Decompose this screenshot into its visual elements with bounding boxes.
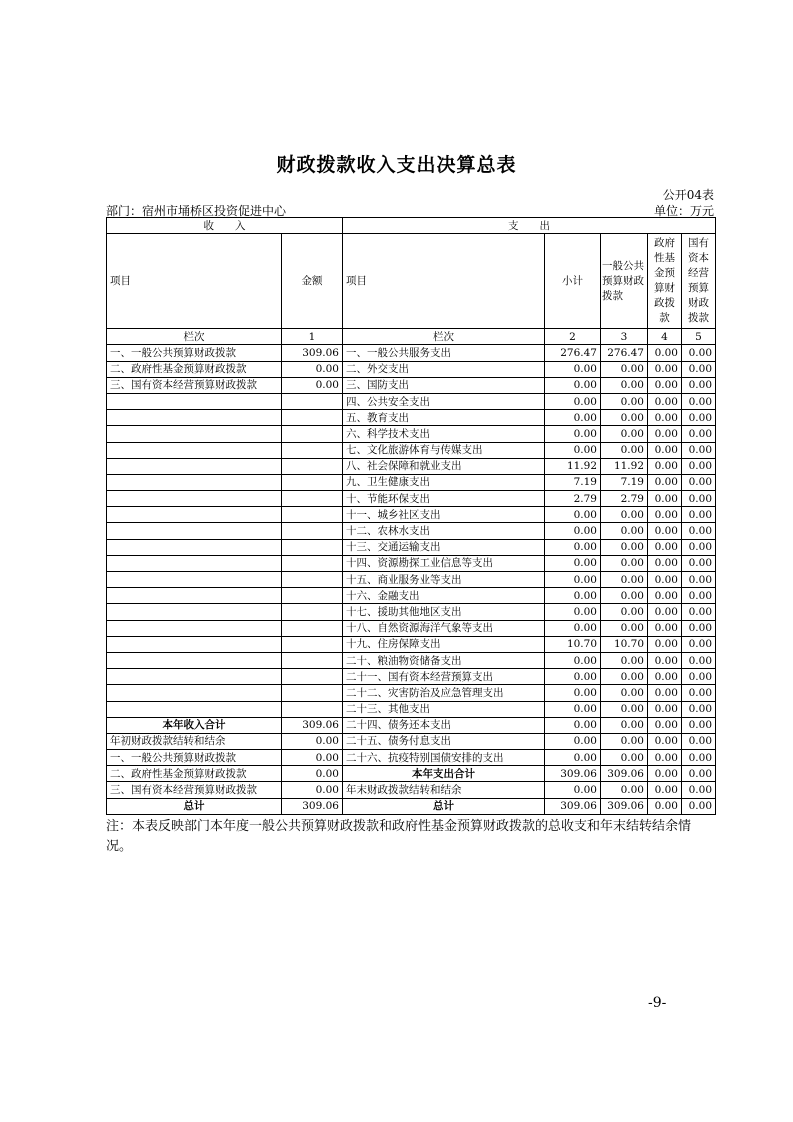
fund-budget-value: 0.00 [648,652,682,668]
income-item [107,685,282,701]
subtotal-value: 7.19 [545,474,601,490]
fund-budget-value: 0.00 [648,733,682,749]
subtotal-value: 309.06 [545,798,601,814]
income-item: 总计 [107,798,282,814]
income-item: 一、一般公共预算财政拨款 [107,750,282,766]
income-item-header: 项目 [107,234,282,329]
income-amount [282,393,343,409]
table-row [107,442,716,458]
general-budget-value: 0.00 [601,410,648,426]
state-capital-value: 0.00 [682,410,716,426]
table-row [107,539,716,555]
state-capital-header: 国有资本经营预算财政拨款 [682,234,716,329]
income-item: 本年收入合计 [107,717,282,733]
expense-item: 十五、商业服务业等支出 [343,572,545,588]
general-budget-value: 0.00 [601,555,648,571]
general-budget-header: 一般公共预算财政拨款 [601,234,648,329]
fund-budget-value: 0.00 [648,798,682,814]
fund-budget-value: 0.00 [648,474,682,490]
state-capital-value: 0.00 [682,733,716,749]
general-budget-value: 0.00 [601,717,648,733]
general-budget-value: 276.47 [601,345,648,361]
income-amount [282,572,343,588]
income-amount: 0.00 [282,766,343,782]
subtotal-value: 0.00 [545,523,601,539]
expense-item: 二十五、债务付息支出 [343,733,545,749]
subtotal-value: 11.92 [545,458,601,474]
state-capital-value: 0.00 [682,717,716,733]
income-item [107,588,282,604]
state-capital-value: 0.00 [682,458,716,474]
general-budget-value: 0.00 [601,782,648,798]
table-row [107,491,716,507]
expense-item: 十六、金融支出 [343,588,545,604]
column-index-1: 1 [282,329,343,345]
subtotal-value: 2.79 [545,491,601,507]
fund-budget-value: 0.00 [648,701,682,717]
subtotal-value: 0.00 [545,410,601,426]
subtotal-value: 0.00 [545,426,601,442]
general-budget-value: 0.00 [601,685,648,701]
expense-item: 八、社会保障和就业支出 [343,458,545,474]
general-budget-value: 0.00 [601,426,648,442]
income-item [107,410,282,426]
general-budget-value: 0.00 [601,523,648,539]
table-row [107,410,716,426]
expense-item: 二十四、债务还本支出 [343,717,545,733]
income-item: 三、国有资本经营预算财政拨款 [107,782,282,798]
expense-item: 二十六、抗疫特别国债安排的支出 [343,750,545,766]
fund-budget-value: 0.00 [648,669,682,685]
general-budget-value: 0.00 [601,733,648,749]
fund-budget-value: 0.00 [648,523,682,539]
table-row [107,636,716,652]
income-item: 二、政府性基金预算财政拨款 [107,766,282,782]
expense-item: 二十二、灾害防治及应急管理支出 [343,685,545,701]
subtotal-value: 0.00 [545,377,601,393]
state-capital-value: 0.00 [682,491,716,507]
state-capital-value: 0.00 [682,782,716,798]
income-amount [282,555,343,571]
subtotal-value: 0.00 [545,361,601,377]
column-index-label: 栏次 [107,329,282,345]
expense-item: 二十、粮油物资储备支出 [343,652,545,668]
fund-budget-value: 0.00 [648,766,682,782]
income-amount [282,410,343,426]
income-item [107,442,282,458]
general-budget-value: 0.00 [601,361,648,377]
income-item [107,426,282,442]
expense-item: 十一、城乡社区支出 [343,507,545,523]
final-accounts-table [106,217,716,815]
subtotal-value: 309.06 [545,766,601,782]
income-amount-header: 金额 [282,234,343,329]
table-row [107,555,716,571]
expense-item: 十七、援助其他地区支出 [343,604,545,620]
table-row [107,523,716,539]
income-amount [282,474,343,490]
column-index-2: 2 [545,329,601,345]
income-amount: 0.00 [282,782,343,798]
subtotal-value: 0.00 [545,685,601,701]
income-amount [282,620,343,636]
table-row [107,733,716,749]
general-budget-value: 0.00 [601,588,648,604]
income-item: 三、国有资本经营预算财政拨款 [107,377,282,393]
state-capital-value: 0.00 [682,588,716,604]
income-item [107,539,282,555]
expense-item: 十、节能环保支出 [343,491,545,507]
column-index-3: 3 [601,329,648,345]
table-row [107,426,716,442]
income-header: 收 入 [107,218,343,234]
fund-budget-value: 0.00 [648,685,682,701]
income-item [107,669,282,685]
fund-budget-value: 0.00 [648,361,682,377]
income-item [107,572,282,588]
general-budget-value: 0.00 [601,701,648,717]
expense-item: 本年支出合计 [343,766,545,782]
state-capital-value: 0.00 [682,393,716,409]
table-row [107,345,716,361]
fund-budget-value: 0.00 [648,604,682,620]
income-amount [282,491,343,507]
state-capital-value: 0.00 [682,766,716,782]
income-item [107,701,282,717]
table-row [107,669,716,685]
state-capital-value: 0.00 [682,669,716,685]
general-budget-value: 309.06 [601,766,648,782]
income-amount [282,652,343,668]
state-capital-value: 0.00 [682,474,716,490]
general-budget-value: 0.00 [601,442,648,458]
general-budget-value: 2.79 [601,491,648,507]
income-amount [282,701,343,717]
expense-item: 十九、住房保障支出 [343,636,545,652]
general-budget-value: 11.92 [601,458,648,474]
fund-budget-value: 0.00 [648,458,682,474]
table-code: 公开04表 [662,188,714,202]
table-row [107,393,716,409]
expense-item: 十三、交通运输支出 [343,539,545,555]
table-row [107,750,716,766]
state-capital-value: 0.00 [682,750,716,766]
general-budget-value: 0.00 [601,507,648,523]
state-capital-value: 0.00 [682,572,716,588]
fund-budget-value: 0.00 [648,410,682,426]
column-index-4: 4 [648,329,682,345]
unit-label: 单位：万元 [653,204,714,218]
table-row [107,798,716,814]
fund-budget-value: 0.00 [648,555,682,571]
general-budget-value: 10.70 [601,636,648,652]
general-budget-value: 0.00 [601,620,648,636]
state-capital-value: 0.00 [682,507,716,523]
fund-budget-value: 0.00 [648,782,682,798]
fund-budget-value: 0.00 [648,620,682,636]
income-item [107,604,282,620]
income-item [107,652,282,668]
fund-budget-value: 0.00 [648,750,682,766]
subtotal-value: 0.00 [545,539,601,555]
subtotal-value: 0.00 [545,701,601,717]
fund-budget-value: 0.00 [648,572,682,588]
column-index-5: 5 [682,329,716,345]
fund-budget-value: 0.00 [648,491,682,507]
subtotal-value: 0.00 [545,572,601,588]
income-item: 年初财政拨款结转和结余 [107,733,282,749]
expense-header: 支 出 [343,218,716,234]
income-amount [282,669,343,685]
expense-item: 三、国防支出 [343,377,545,393]
fund-budget-value: 0.00 [648,442,682,458]
expense-item: 六、科学技术支出 [343,426,545,442]
income-item [107,507,282,523]
fund-budget-value: 0.00 [648,507,682,523]
table-row [107,507,716,523]
general-budget-value: 0.00 [601,652,648,668]
income-amount [282,507,343,523]
state-capital-value: 0.00 [682,345,716,361]
state-capital-value: 0.00 [682,539,716,555]
expense-item: 总计 [343,798,545,814]
income-item [107,474,282,490]
table-row [107,604,716,620]
state-capital-value: 0.00 [682,555,716,571]
fund-budget-value: 0.00 [648,717,682,733]
table-row [107,620,716,636]
table-row [107,766,716,782]
general-budget-value: 0.00 [601,539,648,555]
subtotal-header: 小计 [545,234,601,329]
table-row [107,474,716,490]
state-capital-value: 0.00 [682,636,716,652]
table-row [107,717,716,733]
expense-item: 一、一般公共服务支出 [343,345,545,361]
subtotal-value: 0.00 [545,782,601,798]
expense-item: 十八、自然资源海洋气象等支出 [343,620,545,636]
expense-item: 年末财政拨款结转和结余 [343,782,545,798]
fund-budget-value: 0.00 [648,393,682,409]
subtotal-value: 0.00 [545,669,601,685]
income-item: 一、一般公共预算财政拨款 [107,345,282,361]
subtotal-value: 0.00 [545,393,601,409]
page-title: 财政拨款收入支出决算总表 [276,154,517,176]
income-amount: 309.06 [282,798,343,814]
fund-budget-value: 0.00 [648,345,682,361]
income-amount: 0.00 [282,377,343,393]
state-capital-value: 0.00 [682,685,716,701]
expense-item: 七、文化旅游体育与传媒支出 [343,442,545,458]
general-budget-value: 0.00 [601,604,648,620]
expense-item: 二十一、国有资本经营预算支出 [343,669,545,685]
income-amount: 0.00 [282,750,343,766]
income-item: 二、政府性基金预算财政拨款 [107,361,282,377]
fund-budget-value: 0.00 [648,426,682,442]
income-amount: 309.06 [282,345,343,361]
table-row [107,458,716,474]
fund-budget-value: 0.00 [648,636,682,652]
state-capital-value: 0.00 [682,426,716,442]
expense-item: 十二、农林水支出 [343,523,545,539]
general-budget-value: 0.00 [601,669,648,685]
general-budget-value: 0.00 [601,393,648,409]
state-capital-value: 0.00 [682,377,716,393]
subtotal-value: 0.00 [545,604,601,620]
income-item [107,555,282,571]
fund-budget-value: 0.00 [648,377,682,393]
income-item [107,458,282,474]
table-row [107,782,716,798]
page-number: -9- [648,995,667,1011]
general-budget-value: 0.00 [601,750,648,766]
table-row [107,652,716,668]
income-amount [282,604,343,620]
subtotal-value: 0.00 [545,652,601,668]
table-note: 注：本表反映部门本年度一般公共预算财政拨款和政府性基金预算财政拨款的总收支和年末结转结余情况。 [106,819,692,854]
income-amount [282,685,343,701]
column-index-label-2: 栏次 [343,329,545,345]
subtotal-value: 10.70 [545,636,601,652]
expense-item: 五、教育支出 [343,410,545,426]
income-item [107,393,282,409]
income-amount [282,539,343,555]
department-label: 部门：宿州市埇桥区投资促进中心 [106,204,287,218]
income-item [107,523,282,539]
subtotal-value: 0.00 [545,507,601,523]
state-capital-value: 0.00 [682,523,716,539]
fund-budget-value: 0.00 [648,588,682,604]
general-budget-value: 0.00 [601,572,648,588]
subtotal-value: 0.00 [545,442,601,458]
general-budget-value: 0.00 [601,377,648,393]
expense-item: 四、公共安全支出 [343,393,545,409]
table-row [107,377,716,393]
table-row [107,572,716,588]
income-item [107,491,282,507]
subtotal-value: 0.00 [545,555,601,571]
income-amount [282,523,343,539]
income-amount [282,442,343,458]
table-row [107,361,716,377]
fund-budget-value: 0.00 [648,539,682,555]
income-amount [282,588,343,604]
state-capital-value: 0.00 [682,620,716,636]
income-amount [282,636,343,652]
expense-item: 二十三、其他支出 [343,701,545,717]
income-amount [282,426,343,442]
state-capital-value: 0.00 [682,652,716,668]
subtotal-value: 0.00 [545,620,601,636]
expense-item: 十四、资源勘探工业信息等支出 [343,555,545,571]
expense-item: 九、卫生健康支出 [343,474,545,490]
income-item [107,620,282,636]
state-capital-value: 0.00 [682,604,716,620]
state-capital-value: 0.00 [682,798,716,814]
income-item [107,636,282,652]
income-amount: 309.06 [282,717,343,733]
income-amount: 0.00 [282,361,343,377]
subtotal-value: 0.00 [545,733,601,749]
expense-item: 二、外交支出 [343,361,545,377]
general-budget-value: 7.19 [601,474,648,490]
table-row [107,701,716,717]
table-row [107,685,716,701]
income-amount: 0.00 [282,733,343,749]
subtotal-value: 0.00 [545,717,601,733]
fund-budget-header: 政府性基金预算财政拨款 [648,234,682,329]
subtotal-value: 0.00 [545,588,601,604]
state-capital-value: 0.00 [682,361,716,377]
state-capital-value: 0.00 [682,442,716,458]
subtotal-value: 276.47 [545,345,601,361]
subtotal-value: 0.00 [545,750,601,766]
expense-item-header: 项目 [343,234,545,329]
table-row [107,588,716,604]
state-capital-value: 0.00 [682,701,716,717]
general-budget-value: 309.06 [601,798,648,814]
income-amount [282,458,343,474]
